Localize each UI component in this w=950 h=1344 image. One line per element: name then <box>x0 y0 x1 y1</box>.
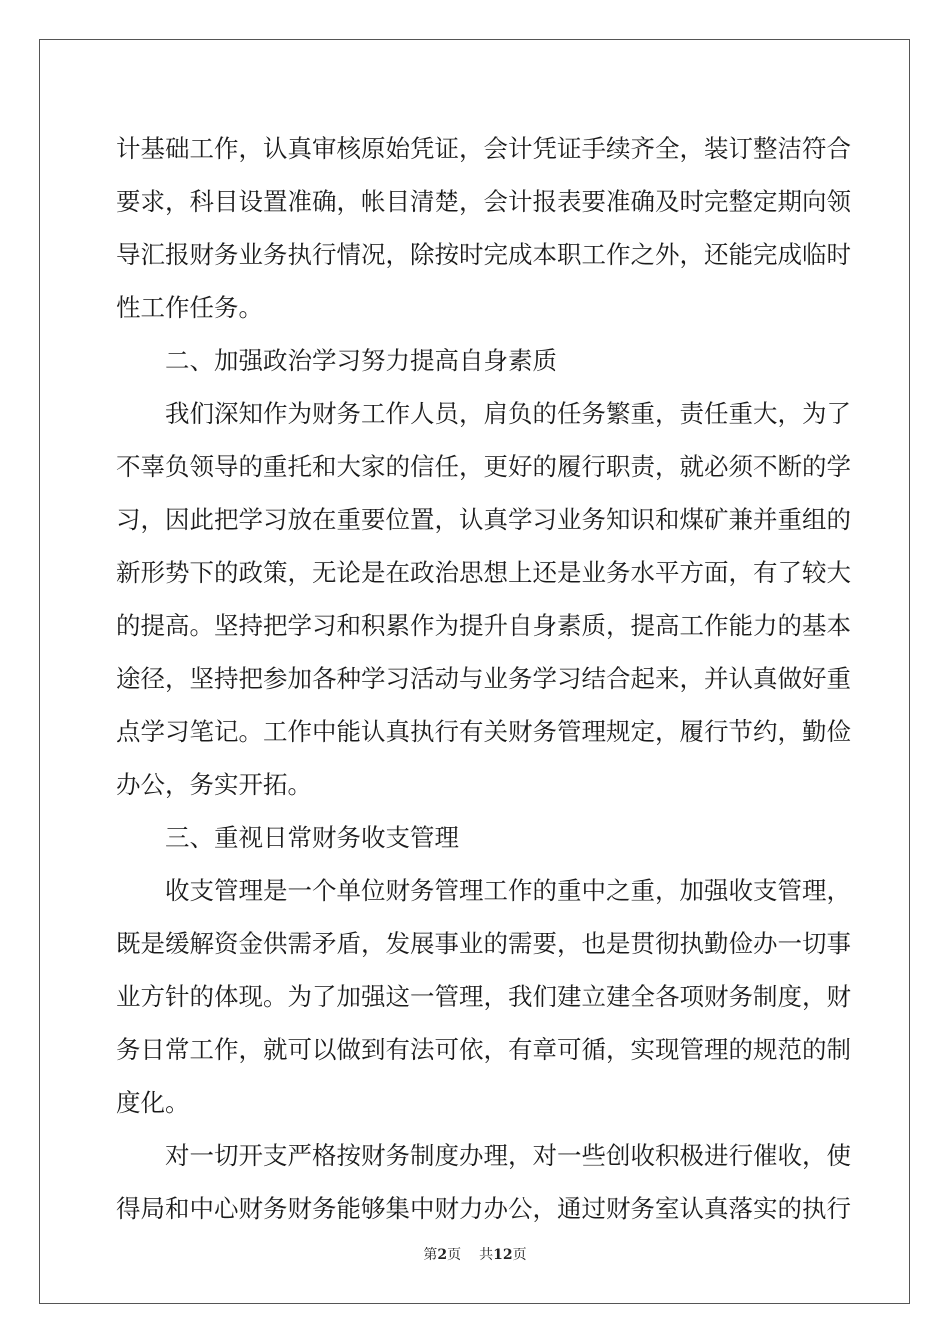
total-suffix: 页 <box>512 1247 527 1263</box>
paragraph-line: 务日常工作，就可以做到有法可依，有章可循，实现管理的规范的制 <box>116 1035 851 1064</box>
paragraph-line: 习，因此把学习放在重要位置，认真学习业务知识和煤矿兼并重组的 <box>116 505 851 534</box>
page-prefix: 第 <box>423 1247 438 1263</box>
total-prefix: 共 <box>479 1247 494 1263</box>
section-heading: 三、重视日常财务收支管理 <box>165 823 459 852</box>
paragraph-line: 既是缓解资金供需矛盾，发展事业的需要，也是贯彻执勤俭办一切事 <box>116 929 851 958</box>
paragraph-line: 不辜负领导的重托和大家的信任，更好的履行职责，就必须不断的学 <box>116 452 851 481</box>
paragraph-line: 对一切开支严格按财务制度办理，对一些创收积极进行催收，使 <box>165 1141 851 1170</box>
paragraph-line: 得局和中心财务财务能够集中财力办公，通过财务室认真落实的执行 <box>116 1194 851 1223</box>
paragraph-line: 途径，坚持把参加各种学习活动与业务学习结合起来，并认真做好重 <box>116 664 851 693</box>
paragraph-line: 的提高。坚持把学习和积累作为提升自身素质，提高工作能力的基本 <box>116 611 851 640</box>
paragraph-line: 要求，科目设置准确，帐目清楚，会计报表要准确及时完整定期向领 <box>116 187 851 216</box>
paragraph-line: 点学习笔记。工作中能认真执行有关财务管理规定，履行节约，勤俭 <box>116 717 851 746</box>
paragraph-line: 业方针的体现。为了加强这一管理，我们建立建全各项财务制度，财 <box>116 982 851 1011</box>
paragraph-line: 计基础工作，认真审核原始凭证，会计凭证手续齐全，装订整洁符合 <box>116 134 851 163</box>
paragraph-line: 办公，务实开拓。 <box>116 770 312 799</box>
paragraph-line: 收支管理是一个单位财务管理工作的重中之重，加强收支管理， <box>165 876 851 905</box>
paragraph-line: 性工作任务。 <box>116 293 263 322</box>
total-pages: 12 <box>493 1247 513 1263</box>
paragraph-line: 新形势下的政策，无论是在政治思想上还是业务水平方面，有了较大 <box>116 558 851 587</box>
paragraph-line: 导汇报财务业务执行情况，除按时完成本职工作之外，还能完成临时 <box>116 240 851 269</box>
section-heading: 二、加强政治学习努力提高自身素质 <box>165 346 557 375</box>
paragraph-line: 度化。 <box>116 1088 190 1117</box>
page-number: 2 <box>437 1247 448 1263</box>
document-body <box>116 122 851 1235</box>
page-footer <box>0 1244 950 1264</box>
page-suffix: 页 <box>447 1247 462 1263</box>
paragraph-line: 我们深知作为财务工作人员，肩负的任务繁重，责任重大，为了 <box>165 399 851 428</box>
